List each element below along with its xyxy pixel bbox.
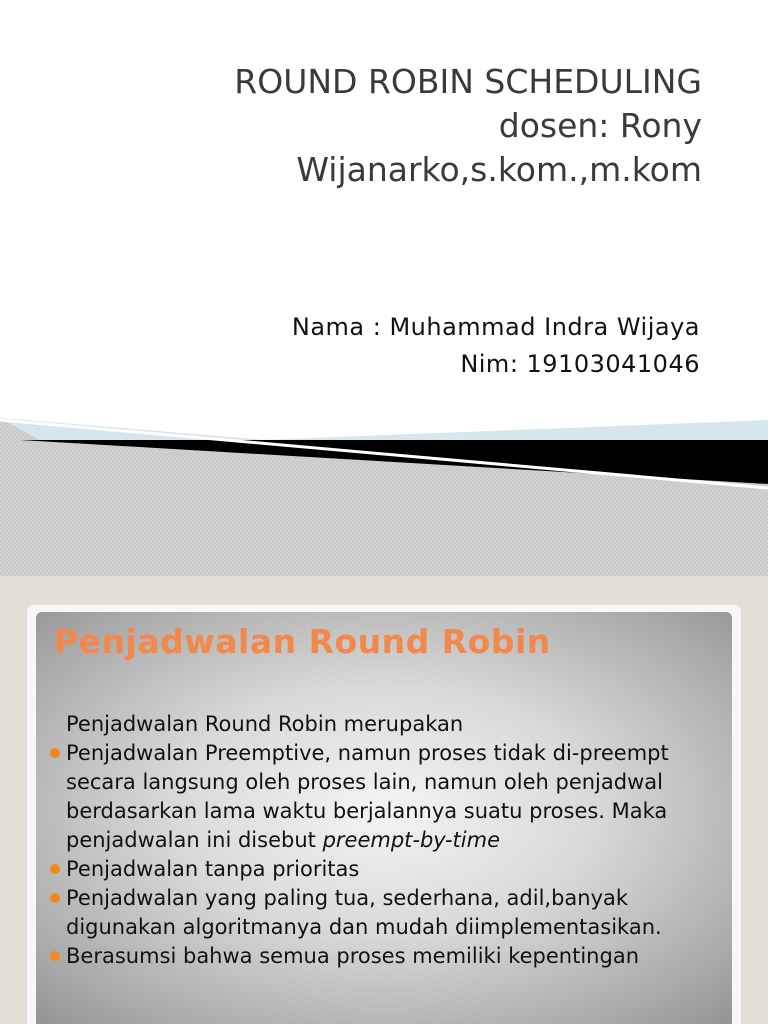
student-info bbox=[100, 309, 700, 383]
intro-text: Penjadwalan Round Robin merupakan bbox=[66, 712, 464, 736]
bullet-text: Penjadwalan yang paling tua, sederhana, adil,banyak digunakan algoritmanya dan mudah diimplementasikan. bbox=[66, 886, 662, 939]
list-item bbox=[48, 942, 738, 971]
bullet-list bbox=[48, 739, 738, 971]
slide-title-line-2: dosen: Rony bbox=[498, 106, 702, 145]
bullet-text: Penjadwalan Preemptive, namun proses tidak di-preempt secara langsung oleh proses lain, namun oleh penjadwal berdasarkan lama waktu berjalannya suatu proses. Maka penjadwalan ini disebut bbox=[66, 741, 669, 852]
list-item bbox=[48, 884, 738, 942]
section-title: Penjadwalan Round Robin bbox=[54, 622, 551, 661]
student-nim: Nim: 19103041046 bbox=[460, 350, 700, 378]
bullet-icon bbox=[50, 951, 60, 961]
bullet-text: Berasumsi bahwa semua proses memiliki kepentingan bbox=[66, 944, 639, 968]
list-item bbox=[48, 855, 738, 884]
bullet-text: Penjadwalan tanpa prioritas bbox=[66, 857, 360, 881]
bullet-icon bbox=[50, 748, 60, 758]
bullet-emphasis: preempt-by-time bbox=[322, 828, 500, 852]
slide-title bbox=[62, 60, 702, 192]
list-item bbox=[48, 739, 738, 855]
bullet-icon bbox=[50, 893, 60, 903]
slide-title-line-3: Wijanarko,s.kom.,m.kom bbox=[296, 150, 702, 189]
slide-body bbox=[48, 710, 738, 971]
bullet-icon bbox=[50, 864, 60, 874]
slide-title-line-1: ROUND ROBIN SCHEDULING bbox=[234, 62, 702, 101]
decorative-footer bbox=[0, 400, 768, 576]
student-name: Nama : Muhammad Indra Wijaya bbox=[291, 313, 700, 341]
